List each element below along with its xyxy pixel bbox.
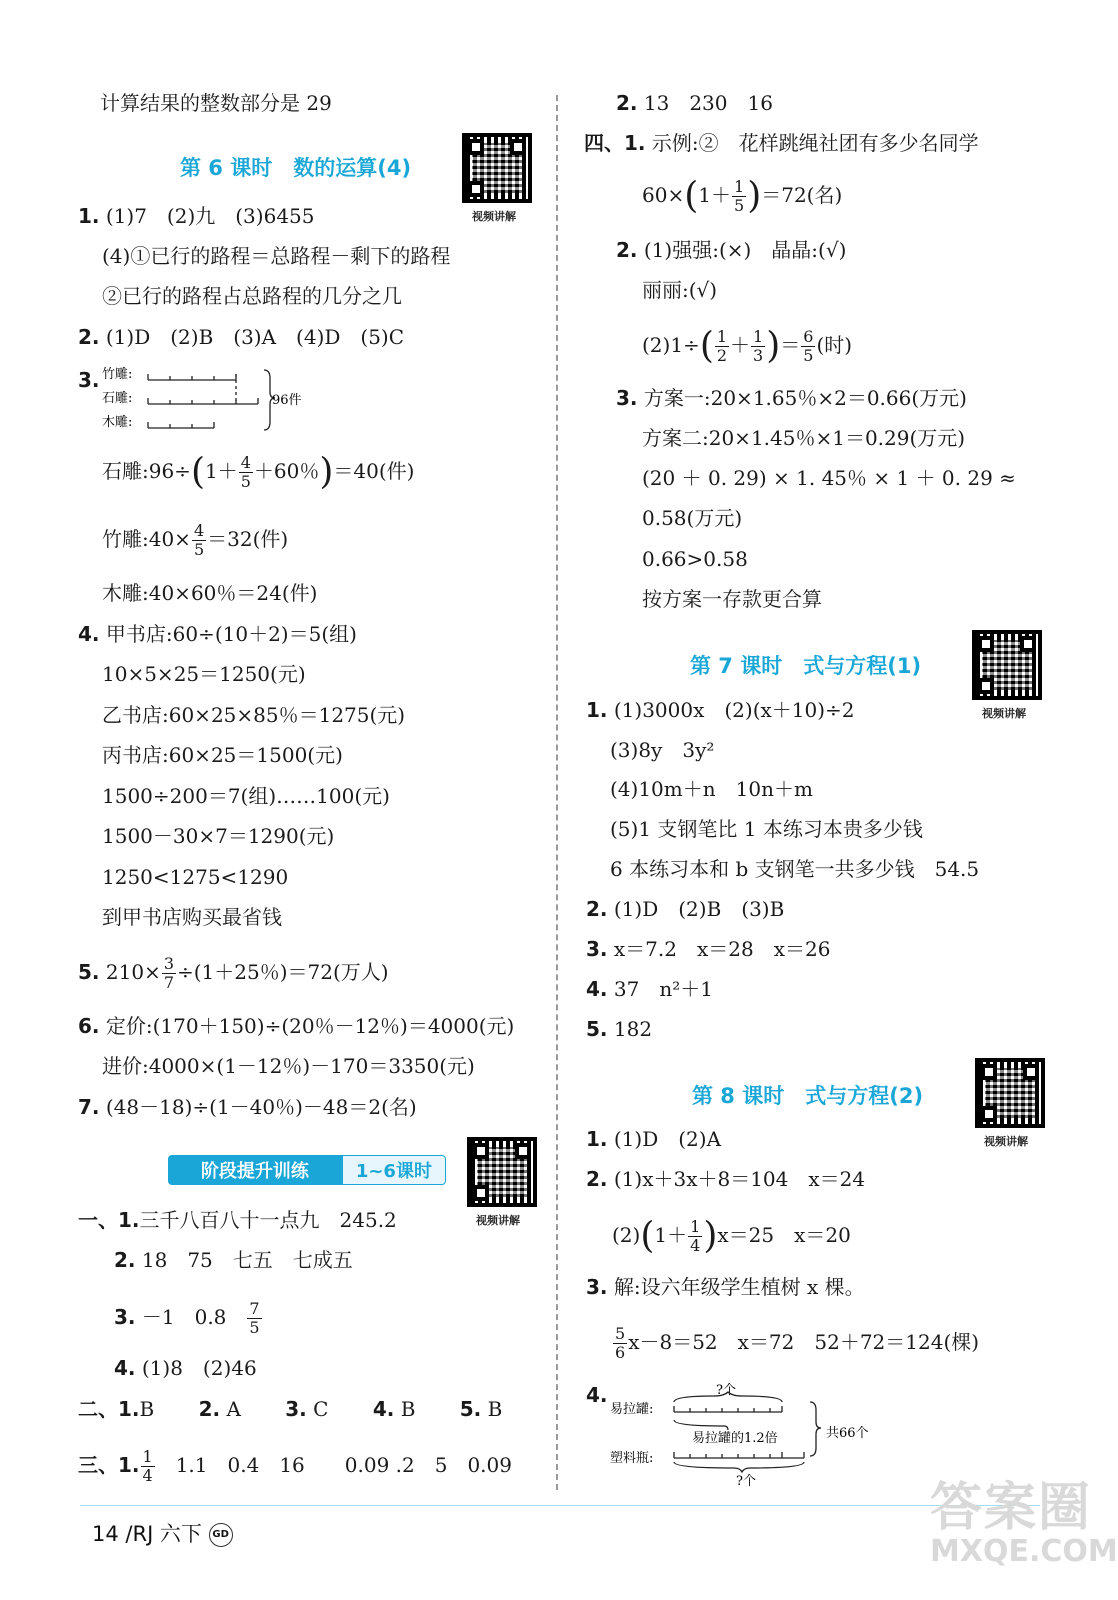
l7-q5-line: 5. 182 xyxy=(586,1017,653,1041)
s1-line4: 4. (1)8 (2)46 xyxy=(114,1356,257,1380)
segment-diagram-carvings xyxy=(100,362,330,434)
qr-caption: 视频讲解 xyxy=(984,1135,1028,1148)
q7-line: 7. (48－18)÷(1－40％)－48＝2(名) xyxy=(78,1095,417,1119)
bar-stone xyxy=(148,398,258,404)
diagram-top-label: ?个 xyxy=(716,1383,736,1398)
four2-line1: 2. (1)强强:(×) 晶晶:(√) xyxy=(616,238,847,262)
stage-label: 阶段提升训练 xyxy=(168,1155,342,1185)
q1-line3: ②已行的路程占总路程的几分之几 xyxy=(102,284,402,308)
q6-line1: 6. 定价:(170＋150)÷(20％－12％)＝4000(元) xyxy=(78,1014,515,1038)
gd-badge: GD xyxy=(209,1523,233,1547)
diagram-label-bamboo: 竹雕: xyxy=(102,367,133,382)
diagram-total: 96件 xyxy=(272,393,302,408)
eq-bamboo: 竹雕:40× $\frac{4}{5}$ ＝32(件) xyxy=(102,521,289,559)
q5-line: 5. 210× $\frac{3}{7}$ ÷(1＋25％)＝72(万人) xyxy=(78,954,389,992)
q4-line1: 4. 甲书店:60÷(10＋2)＝5(组) xyxy=(78,622,357,646)
qr-code-lesson7[interactable] xyxy=(972,630,1042,700)
q4-line6: 1500－30×7＝1290(元) xyxy=(102,824,335,848)
bar-cans xyxy=(674,1406,782,1412)
q3-number: 3. xyxy=(78,368,100,392)
l7-q1-line2: (3)8y 3y² xyxy=(610,738,715,762)
qr-caption: 视频讲解 xyxy=(472,210,516,223)
q4-line4: 丙书店:60×25＝1500(元) xyxy=(102,743,343,767)
q4-line3: 乙书店:60×25×85％＝1275(元) xyxy=(102,703,406,727)
bar-bottles xyxy=(674,1452,804,1458)
q6-line2: 进价:4000×(1－12％)－170＝3350(元) xyxy=(102,1054,475,1078)
brace-bottom xyxy=(674,1462,804,1472)
l8-q2-line2: (2)(1＋ $\frac{1}{4}$ )x＝25 x＝20 xyxy=(612,1215,851,1257)
four2-eq: (2)1÷( $\frac{1}{2}$ ＋ $\frac{1}{3}$ )＝ $\frac{6}{5}$ (时) xyxy=(642,325,853,367)
four3-line5: 0.66>0.58 xyxy=(642,547,748,571)
segment-diagram-cans-bottles xyxy=(608,1380,898,1490)
column-divider xyxy=(556,95,558,1490)
bar-wood xyxy=(148,422,214,428)
l7-q1-line1: 1. (1)3000x (2)(x＋10)÷2 xyxy=(586,698,855,722)
four3-line3: (20 ＋ 0. 29) × 1. 45％ × 1 ＋ 0. 29 ≈ xyxy=(642,466,1016,490)
eq-wood: 木雕:40×60％＝24(件) xyxy=(102,581,318,605)
four1-line: 四、1. 示例:② 花样跳绳社团有多少名同学 xyxy=(584,131,979,155)
four3-line1: 3. 方案一:20×1.65％×2＝0.66(万元) xyxy=(616,386,967,410)
r-top-line: 2. 13 230 16 xyxy=(616,91,773,115)
top-line: 计算结果的整数部分是 29 xyxy=(100,91,332,115)
page-number: 14 /RJ 六下 GD xyxy=(92,1518,233,1548)
l7-q1-line4: (5)1 支钢笔比 1 本练习本贵多少钱 xyxy=(610,817,923,841)
lesson7-title: 第 7 课时 式与方程(1) xyxy=(690,654,922,678)
l8-q2-line1: 2. (1)x＋3x＋8＝104 x＝24 xyxy=(586,1167,866,1191)
l7-q2-line: 2. (1)D (2)B (3)B xyxy=(586,897,785,921)
qr-code-lesson6[interactable] xyxy=(462,133,532,203)
l8-q1-line: 1. (1)D (2)A xyxy=(586,1127,722,1151)
stage-training-banner xyxy=(168,1155,446,1185)
q4-line5: 1500÷200＝7(组)……100(元) xyxy=(102,784,390,808)
four3-line4: 0.58(万元) xyxy=(642,506,743,530)
qr-code-stage[interactable] xyxy=(467,1137,537,1207)
l7-q3-line: 3. x＝7.2 x＝28 x＝26 xyxy=(586,937,831,961)
diagram-row1-label: 易拉罐: xyxy=(610,1402,654,1417)
l7-q4-line: 4. 37 n²＋1 xyxy=(586,977,713,1001)
q4-line2: 10×5×25＝1250(元) xyxy=(102,662,306,686)
l8-q3-eq: $\frac{5}{6}$ x－8＝52 x＝72 52＋72＝124(棵) xyxy=(615,1324,980,1362)
diagram-label-stone: 石雕: xyxy=(102,391,133,406)
four3-line6: 按方案一存款更合算 xyxy=(642,587,822,611)
l7-q1-line5: 6 本练习本和 b 支钢笔一共多少钱 54.5 xyxy=(610,857,980,881)
diagram-row2-label: 塑料瓶: xyxy=(610,1451,654,1466)
q1-line1: 1. (1)7 (2)九 (3)6455 xyxy=(78,204,315,228)
q4-line8: 到甲书店购买最省钱 xyxy=(102,905,282,929)
qr-code-lesson8[interactable] xyxy=(975,1058,1045,1128)
brace-right xyxy=(810,1402,821,1456)
l8-q4-number: 4. xyxy=(586,1383,608,1407)
lesson6-title: 第 6 课时 数的运算(4) xyxy=(180,156,412,180)
four1-eq: 60×(1＋ $\frac{1}{5}$ )＝72(名) xyxy=(642,175,843,217)
four3-line2: 方案二:20×1.45％×1＝0.29(万元) xyxy=(642,426,966,450)
s2-line: 二、1.B 2. A 3. C 4. B 5. B xyxy=(78,1397,503,1421)
lesson8-title: 第 8 课时 式与方程(2) xyxy=(692,1084,924,1108)
s3-line: 三、1. $\frac{1}{4}$ 1.1 0.4 16 0.09 .2 5 0.09 xyxy=(78,1447,512,1485)
diagram-bottom-label: ?个 xyxy=(736,1474,756,1489)
s1-line1: 一、1.三千八百八十一点九 245.2 xyxy=(78,1208,397,1232)
diagram-label-wood: 木雕: xyxy=(102,415,133,430)
bar-bamboo xyxy=(148,374,236,380)
s1-line2: 2. 18 75 七五 七成五 xyxy=(114,1248,353,1272)
q2-line: 2. (1)D (2)B (3)A (4)D (5)C xyxy=(78,325,405,349)
eq-stone: 石雕:96÷(1＋ $\frac{4}{5}$ ＋60％)＝40(件) xyxy=(102,451,415,493)
q4-line7: 1250<1275<1290 xyxy=(102,865,289,889)
s1-line3: 3. －1 0.8 $\frac{7}{5}$ xyxy=(114,1299,260,1337)
watermark: 答案圈 MXQE.COM xyxy=(930,1478,1118,1569)
qr-caption: 视频讲解 xyxy=(476,1214,520,1227)
diagram-total-label: 共66个 xyxy=(826,1426,869,1441)
qr-caption: 视频讲解 xyxy=(982,707,1026,720)
l8-q3-line1: 3. 解:设六年级学生植树 x 棵。 xyxy=(586,1275,865,1299)
footer-rule xyxy=(80,1505,1040,1506)
diagram-mid-label: 易拉罐的1.2倍 xyxy=(692,1431,778,1446)
four2-line2: 丽丽:(√) xyxy=(642,278,718,302)
stage-range: 1~6课时 xyxy=(342,1155,446,1185)
q1-line2: (4)①已行的路程＝总路程－剩下的路程 xyxy=(102,244,451,268)
l7-q1-line3: (4)10m＋n 10n＋m xyxy=(610,777,813,801)
